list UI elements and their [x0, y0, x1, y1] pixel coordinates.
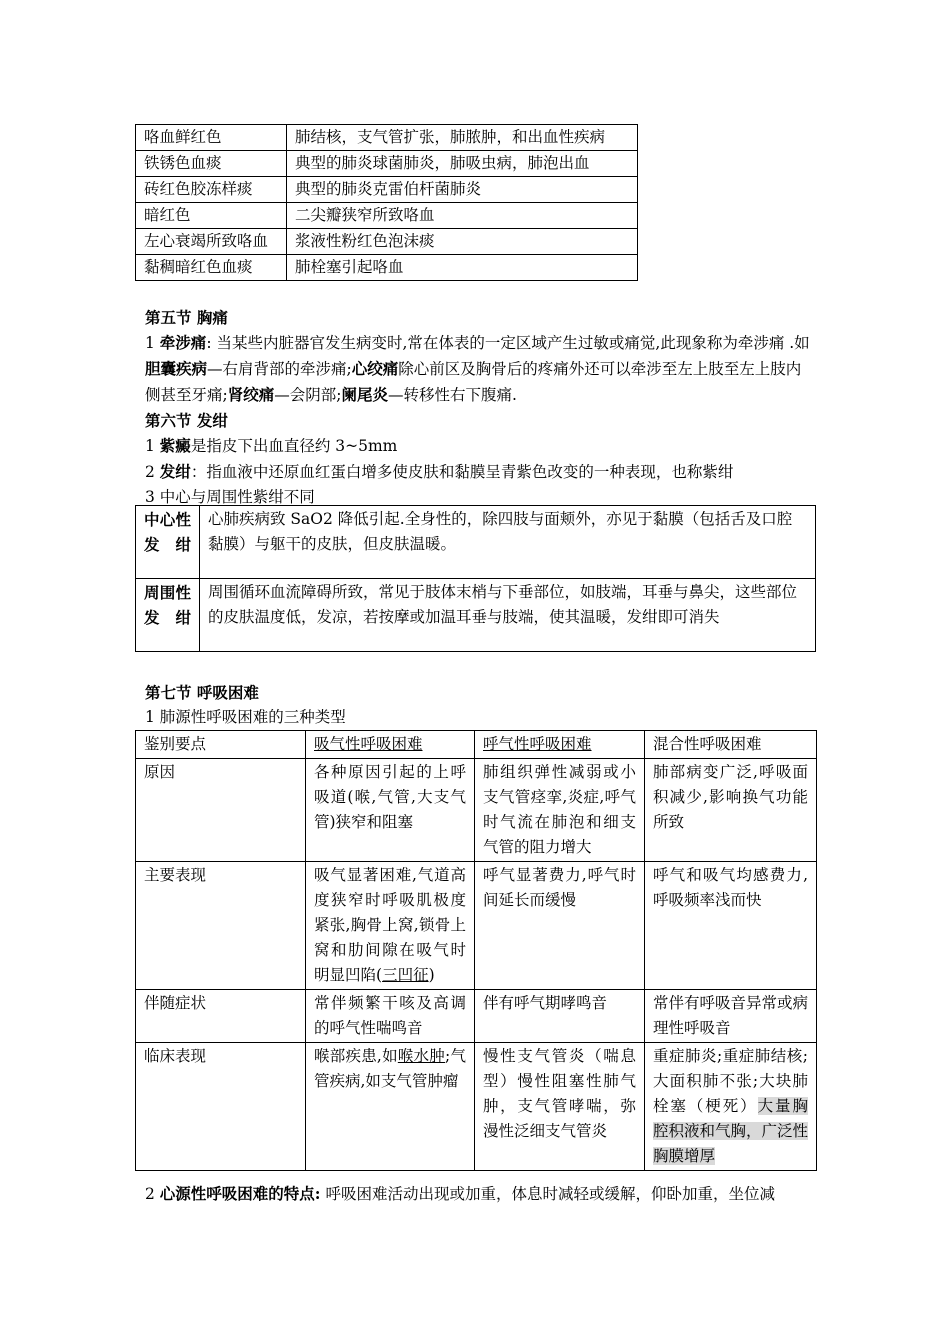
text: 吸气显著困难,气道高度狭窄时呼吸肌极度紧张,胸骨上窝,锁骨上窝和肋间隙在吸气时明显凹陷(: [314, 866, 466, 984]
column-header: 鉴别要点: [136, 731, 306, 759]
paragraph-number: 2: [145, 463, 160, 481]
text: 喉部疾患,如: [314, 1047, 398, 1065]
text: ;气管疾病,如支气管肿瘤: [314, 1047, 466, 1090]
table-cell: 左心衰竭所致咯血: [136, 229, 287, 255]
table-cell: 浆液性粉红色泡沫痰: [287, 229, 638, 255]
text: ): [428, 966, 435, 984]
underlined-term: 三凹征: [382, 966, 429, 984]
table-cell: 常伴有呼吸音异常或病理性呼吸音: [645, 990, 817, 1043]
footer-paragraph: [145, 1181, 815, 1207]
paragraph-number: 1: [145, 334, 160, 352]
table-cell: 黏稠暗红色血痰: [136, 255, 287, 281]
term: 胆囊疾病: [145, 359, 208, 378]
cyanosis-table: [135, 505, 816, 652]
paragraph: [145, 330, 815, 408]
underlined-term: 喉水肿: [397, 1047, 446, 1065]
table-cell: 肺组织弹性减弱或小支气管痉挛,炎症,呼气时气流在肺泡和细支气管的阻力增大: [475, 759, 645, 862]
table-row: [136, 862, 817, 990]
row-label: 周围性发绀: [136, 579, 200, 652]
hemoptysis-table: [135, 124, 638, 281]
table-cell: 肺栓塞引起咯血: [287, 255, 638, 281]
paragraph-number: 1: [145, 437, 160, 455]
table-row: [136, 759, 817, 862]
row-label: 伴随症状: [136, 990, 306, 1043]
table-header-row: [136, 731, 817, 759]
text: : 当某些内脏器官发生病变时,常在体表的一定区域产生过敏或痛觉,此现象称为牵涉痛 .如: [206, 334, 810, 352]
term: 发绀: [159, 462, 191, 481]
table-cell: 周围循环血流障碍所致，常见于肢体末梢与下垂部位，如肢端，耳垂与鼻尖，这些部位的皮肤温度低，发凉，若按摩或加温耳垂与肢端，使其温暖，发绀即可消失: [200, 579, 816, 652]
table-row: [136, 990, 817, 1043]
table-row: [136, 229, 638, 255]
table-row: [136, 125, 638, 151]
table-row: [136, 255, 638, 281]
table-cell: 二尖瓣狭窄所致咯血: [287, 203, 638, 229]
paragraph: [145, 459, 815, 485]
term: 牵涉痛: [159, 333, 207, 352]
text: —转移性右下腹痛.: [388, 386, 517, 404]
row-label: 临床表现: [136, 1043, 306, 1171]
table-cell: 慢性支气管炎（喘息型）慢性阻塞性肺气肿，支气管哮喘，弥漫性泛细支气管炎: [475, 1043, 645, 1171]
table-cell: [306, 1043, 475, 1171]
table-cell: 典型的肺炎球菌肺炎，肺吸虫病，肺泡出血: [287, 151, 638, 177]
section-7: [145, 680, 815, 730]
term: 肾绞痛: [227, 385, 275, 404]
column-header: 呼气性呼吸困难: [475, 731, 645, 759]
row-label: 主要表现: [136, 862, 306, 990]
table-cell: [306, 862, 475, 990]
term: 紫癜: [159, 436, 191, 455]
table-cell: 常伴频繁干咳及高调的呼气性喘鸣音: [306, 990, 475, 1043]
text: ：指血液中还原血红蛋白增多使皮肤和黏膜呈青紫色改变的一种表现，也称紫绀: [190, 463, 734, 481]
table-cell: 砖红色胶冻样痰: [136, 177, 287, 203]
table-cell: 呼气和吸气均感费力,呼吸频率浅而快: [645, 862, 817, 990]
section-5: [145, 305, 815, 510]
table-cell: 肺结核，支气管扩张，肺脓肿，和出血性疾病: [287, 125, 638, 151]
term: 心源性呼吸困难的特点:: [159, 1184, 321, 1203]
table-cell: 暗红色: [136, 203, 287, 229]
table-row: [136, 506, 816, 579]
text: —会阴部;: [274, 386, 342, 404]
table-cell: 心肺疾病致 SaO2 降低引起.全身性的，除四肢与面颊外，亦见于黏膜（包括舌及口腔黏膜）与躯干的皮肤，但皮肤温暖。: [200, 506, 816, 579]
table-row: [136, 151, 638, 177]
section-heading: 第七节 呼吸困难: [145, 683, 259, 702]
term: 心绞痛: [351, 359, 399, 378]
row-label: 中心性发绀: [136, 506, 200, 579]
table-cell: 伴有呼气期哮鸣音: [475, 990, 645, 1043]
text: 呼吸困难活动出现或加重，体息时减轻或缓解，仰卧加重，坐位减: [320, 1185, 775, 1203]
text: 是指皮下出血直径约 3~5mm: [190, 437, 398, 455]
table-cell: 典型的肺炎克雷伯杆菌肺炎: [287, 177, 638, 203]
paragraph-number: 2: [145, 1185, 160, 1203]
table-row: [136, 1043, 817, 1171]
term: 阑尾炎: [341, 385, 388, 404]
table-row: [136, 177, 638, 203]
section-heading: 第五节 胸痛: [145, 308, 228, 327]
table-cell: 各种原因引起的上呼吸道(喉,气管,大支气管)狭窄和阻塞: [306, 759, 475, 862]
paragraph: 3 中心与周围性紫绀不同: [145, 488, 315, 506]
column-header: 混合性呼吸困难: [645, 731, 817, 759]
text: —右肩背部的牵涉痛;: [207, 360, 352, 378]
row-label: 原因: [136, 759, 306, 862]
text: 重症肺炎;重症肺结核;大面积肺不张;大块肺栓塞（梗死）: [653, 1047, 808, 1115]
text: 除心前区及胸骨后的疼痛外还可以牵涉至左上肢至左上肢内侧甚至牙痛;: [145, 360, 802, 404]
dyspnea-table: [135, 730, 817, 1171]
paragraph: 1 肺源性呼吸困难的三种类型: [145, 708, 346, 726]
table-row: [136, 579, 816, 652]
table-cell: 呼气显著费力,呼气时间延长而缓慢: [475, 862, 645, 990]
section-heading: 第六节 发绀: [145, 411, 228, 430]
highlighted-text: 大量胸腔积液和气胸，广泛性胸膜增厚: [653, 1097, 809, 1165]
table-row: [136, 203, 638, 229]
table-cell: [645, 1043, 817, 1171]
table-cell: 铁锈色血痰: [136, 151, 287, 177]
table-cell: 肺部病变广泛,呼吸面积减少,影响换气功能所致: [645, 759, 817, 862]
column-header: 吸气性呼吸困难: [306, 731, 475, 759]
table-cell: 咯血鲜红色: [136, 125, 287, 151]
paragraph: [145, 433, 815, 459]
